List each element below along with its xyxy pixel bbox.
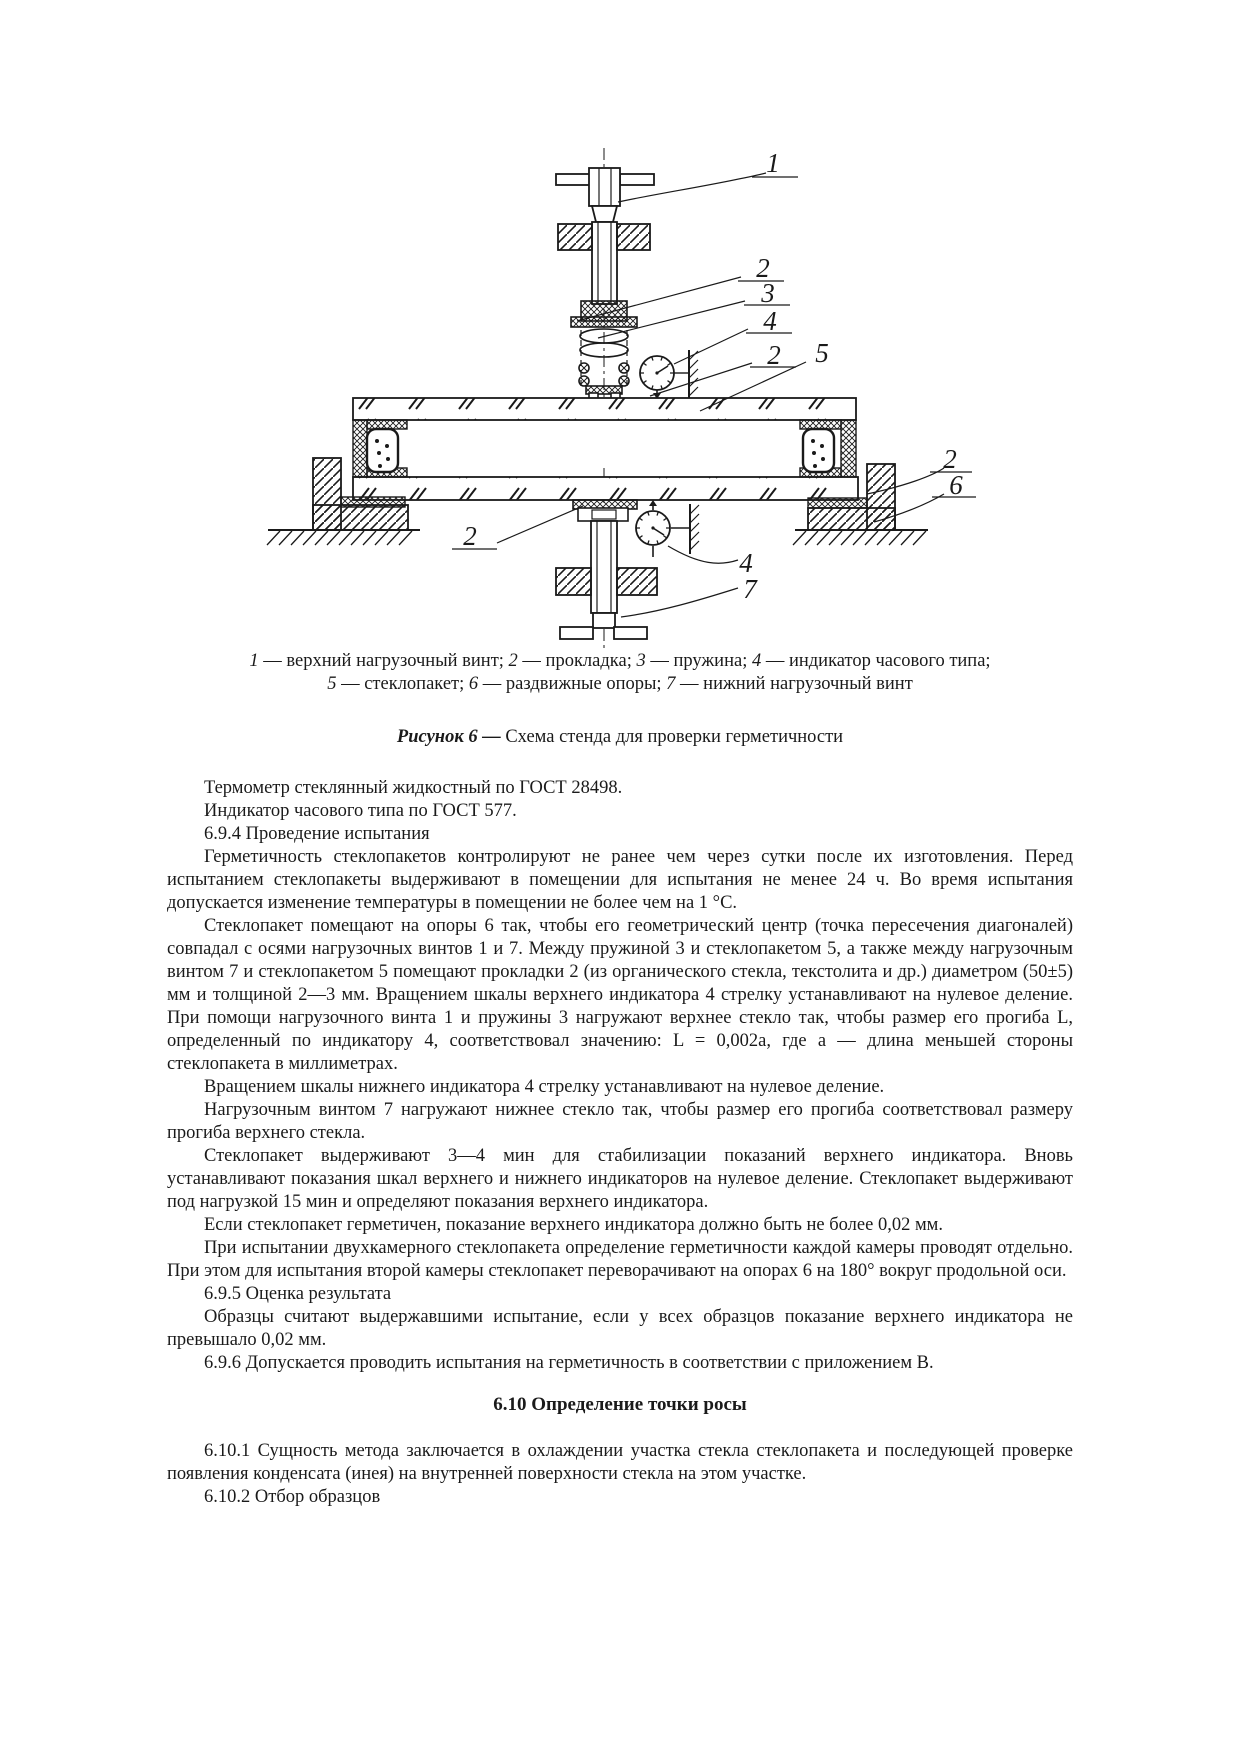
paragraph: Герметичность стеклопакетов контролируют не ранее чем через сутки после их изготовления. Перед испытанием стеклопакеты выдерживают в помещении для испытания не менее 24 ч. Во время испытания допускается изменение температуры в помещении не более чем на 1 °С. [167, 847, 1073, 913]
callout-7: 7 [743, 574, 757, 604]
paragraph: Если стеклопакет герметичен, показание верхнего индикатора должно быть не более 0,02 мм. [204, 1215, 943, 1235]
section-heading-6-10: 6.10 Определение точки росы [493, 1394, 747, 1415]
spacer-right [800, 420, 856, 477]
paragraph: Стеклопакет помещают на опоры 6 так, чтобы его геометрический центр (точка пересечения диагоналей) совпадал с осями нагрузочных винтов 1 и 7. Между пружиной 3 и стеклопакетом 5, а также между нагрузочным винтом 7 и стеклопакетом 5 помещают прокладки 2 (из органического стекла, текстолита и др.) диаметром (50±5) мм и толщиной 2—3 мм. Вращением шкалы верхнего индикатора 4 стрелку устанавливают на нулевое деление. При помощи нагрузочного винта 1 и пружины 3 нагружают верхнее стекло так, чтобы размер его прогиба L, определенный по индикатору 4, соответствовал значению: L = 0,002a, где a — длина меньшей стороны стеклопакета в миллиметрах. [167, 916, 1073, 1074]
document-body [167, 777, 1073, 1509]
callout-2d: 2 [463, 521, 477, 551]
figure-caption-line1: 1 — верхний нагрузочный винт; 2 — прокладка; 3 — пружина; 4 — индикатор часового типа; [249, 651, 991, 671]
paragraph: Нагрузочным винтом 7 нагружают нижнее стекло так, чтобы размер его прогиба соответствовал размеру прогиба верхнего стекла. [167, 1100, 1073, 1143]
paragraph: При испытании двухкамерного стеклопакета определение герметичности каждой камеры проводят отдельно. При этом для испытания второй камеры стеклопакет переворачивают на опорах 6 на 180° вокруг продольной оси. [167, 1238, 1073, 1281]
figure-6-diagram [0, 0, 1240, 648]
lower-dial-indicator [636, 500, 699, 557]
caption-num: 1 [249, 651, 259, 671]
caption-num: 6 [468, 674, 479, 694]
leader-lines [452, 173, 976, 617]
caption-num: 2 [508, 651, 518, 671]
callout-3: 3 [761, 278, 775, 308]
callout-2b: 2 [767, 340, 781, 370]
paragraph: 6.9.6 Допускается проводить испытания на герметичность в соответствии с приложением В. [204, 1353, 934, 1373]
lower-gasket-block [573, 500, 637, 521]
figure-caption-line2: 5 — стеклопакет; 6 — раздвижные опоры; 7 — нижний нагрузочный винт [327, 674, 913, 694]
test-stand-schematic [0, 0, 1240, 648]
callout-1: 1 [766, 148, 780, 178]
callout-4a: 4 [763, 306, 777, 336]
paragraph: Образцы считают выдержавшими испытание, если у всех образцов показание верхнего индикатора не превышало 0,02 мм. [167, 1307, 1073, 1350]
paragraph: 6.9.4 Проведение испытания [204, 824, 430, 844]
paragraph: Стеклопакет выдерживают 3—4 мин для стабилизации показаний верхнего индикатора. Вновь устанавливают показания шкал верхнего и нижнего индикаторов на нулевое деление. Стеклопакет выдерживают под нагрузкой 15 мин и определяют показания верхнего индикатора. [167, 1146, 1073, 1212]
callout-2c: 2 [943, 444, 957, 474]
figure-title [120, 726, 1120, 749]
caption-num: 5 [327, 674, 337, 694]
figure-title-label: Рисунок 6 — [396, 727, 501, 747]
paragraph: Индикатор часового типа по ГОСТ 577. [204, 801, 517, 821]
callout-4b: 4 [739, 548, 753, 578]
figure-title-text: Схема стенда для проверки герметичности [500, 727, 844, 747]
paragraph: 6.10.2 Отбор образцов [204, 1487, 381, 1507]
spacer-left [353, 420, 407, 477]
paragraph: Вращением шкалы нижнего индикатора 4 стрелку устанавливают на нулевое деление. [204, 1077, 885, 1097]
callout-2a: 2 [756, 253, 770, 283]
paragraph: 6.9.5 Оценка результата [204, 1284, 392, 1304]
callout-6: 6 [949, 470, 963, 500]
caption-num: 3 [636, 651, 646, 671]
callout-5: 5 [815, 338, 829, 368]
caption-num: 7 [666, 674, 676, 694]
ground-left [267, 530, 420, 545]
caption-num: 4 [751, 651, 762, 671]
glass-unit [353, 398, 858, 500]
figure-caption [120, 650, 1120, 696]
paragraph: Термометр стеклянный жидкостный по ГОСТ 28498. [204, 778, 623, 798]
paragraph: 6.10.1 Сущность метода заключается в охлаждении участка стекла стеклопакета и последующей проверке появления конденсата (инея) на внутренней поверхности стекла на этом участке. [167, 1441, 1073, 1484]
ground-right [793, 530, 928, 545]
